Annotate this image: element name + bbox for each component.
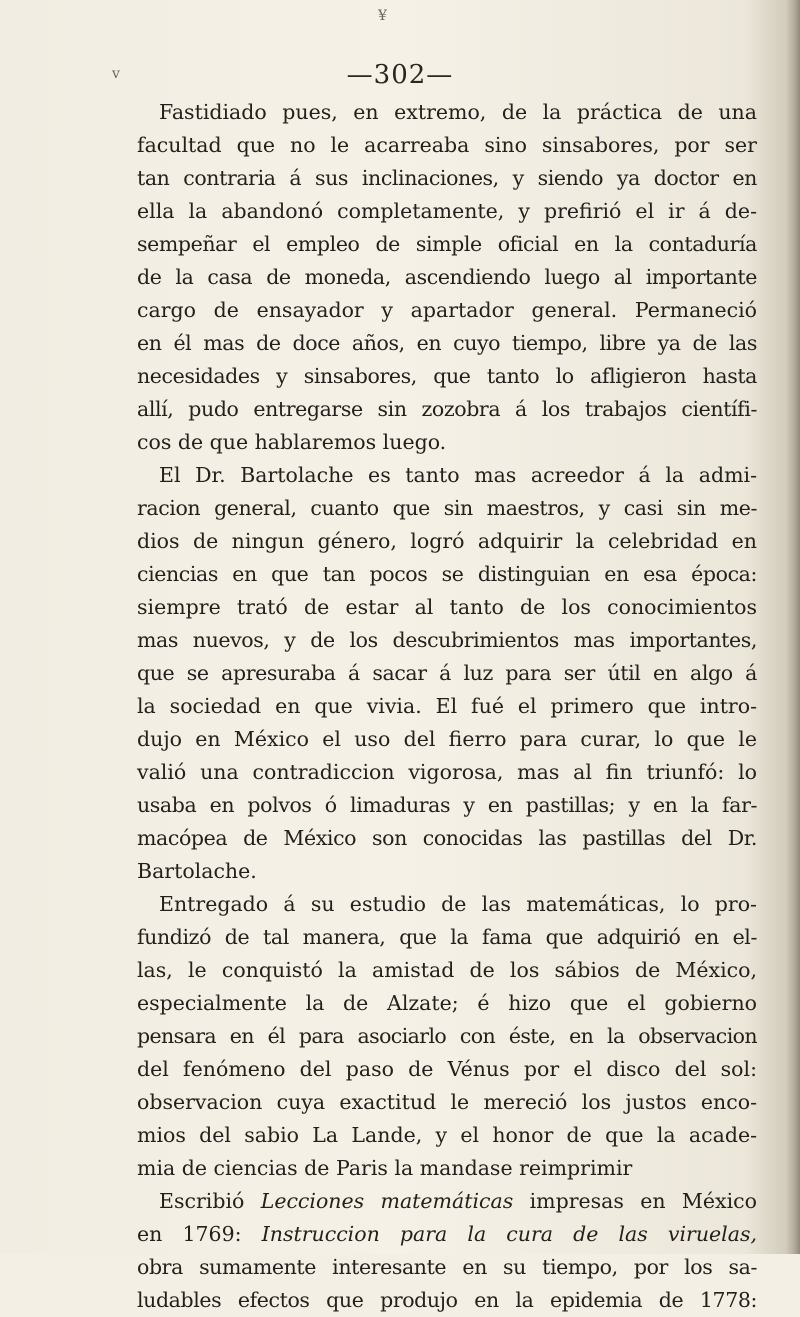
book-title: Instruccion para la cura de las viruelas, — [261, 1222, 757, 1246]
text-line: El Dr. Bartolache es tanto mas acreedor á la admi- — [159, 463, 757, 487]
text-line: dios de ningun género, logró adquirir la celebridad en — [137, 529, 757, 553]
text-line: facultad que no le acarreaba sino sinsabores, por ser — [137, 133, 757, 157]
text-line: tan contraria á sus inclinaciones, y siendo ya doctor en — [137, 166, 757, 190]
text-line: del fenómeno del paso de Vénus por el disco del sol: — [137, 1057, 757, 1081]
text-line: ella la abandonó completamente, y prefirió el ir á de- — [137, 199, 757, 223]
text-line: mios del sabio La Lande, y el honor de que la acade- — [137, 1123, 757, 1147]
text-line: siempre trató de estar al tanto de los conocimientos — [137, 595, 757, 619]
book-title: Lecciones matemáticas — [260, 1189, 514, 1213]
text-run: ludables efectos que produjo en la epidemia de 1778: — [137, 1288, 757, 1312]
text-line — [137, 1251, 757, 1284]
text-line: pensara en él para asociarlo con éste, en la observacion — [137, 1024, 757, 1048]
text-line: cargo de ensayador y apartador general. Permaneció — [137, 298, 757, 322]
text-line: mas nuevos, y de los descubrimientos mas importantes, — [137, 628, 757, 652]
text-line: sempeñar el empleo de simple oficial en la contaduría — [137, 232, 757, 256]
text-line: ciencias en que tan pocos se distinguian en esa época: — [137, 562, 757, 586]
text-line: valió una contradiccion vigorosa, mas al fin triunfó: lo — [137, 760, 757, 784]
top-print-mark: ¥ — [378, 8, 387, 24]
text-line: Fastidiado pues, en extremo, de la práctica de una — [159, 100, 757, 124]
text-line: mia de ciencias de Paris la mandase reimprimir — [137, 1156, 633, 1180]
text-line: la sociedad en que vivia. El fué el primero que intro- — [137, 694, 757, 718]
body-text — [137, 96, 757, 1317]
corner-print-mark: v — [112, 66, 120, 82]
text-line: de la casa de moneda, ascendiendo luego al importante — [137, 265, 757, 289]
page-number: —302— — [346, 60, 454, 90]
text-line: observacion cuya exactitud le mereció los justos enco- — [137, 1090, 757, 1114]
text-run: obra sumamente interesante en su tiempo, por los sa- — [137, 1255, 757, 1279]
text-line: macópea de México son conocidas las pastillas del Dr. — [137, 826, 757, 850]
text-line: especialmente la de Alzate; é hizo que el gobierno — [137, 991, 757, 1015]
text-line: necesidades y sinsabores, que tanto lo afligieron hasta — [137, 364, 757, 388]
text-line: que se apresuraba á sacar á luz para ser útil en algo á — [137, 661, 757, 685]
text-line: dujo en México el uso del fierro para curar, lo que le — [137, 727, 757, 751]
text-run: en 1769: — [137, 1222, 262, 1246]
text-line: fundizó de tal manera, que la fama que adquirió en el- — [137, 925, 757, 949]
text-line: usaba en polvos ó limaduras y en pastillas; y en la far- — [137, 793, 757, 817]
text-run: impresas en México — [513, 1189, 757, 1213]
page-edge-shadow — [786, 0, 800, 1254]
text-line-with-italic — [137, 1185, 757, 1218]
text-line-with-italic — [137, 1218, 757, 1251]
text-line: allí, pudo entregarse sin zozobra á los trabajos científi- — [137, 397, 757, 421]
text-line: en él mas de doce años, en cuyo tiempo, libre ya de las — [137, 331, 757, 355]
text-line: Entregado á su estudio de las matemáticas, lo pro- — [159, 892, 757, 916]
text-line: cos de que hablaremos luego. — [137, 430, 447, 454]
text-line: racion general, cuanto que sin maestros, y casi sin me- — [137, 496, 757, 520]
text-line: Bartolache. — [137, 859, 257, 883]
text-line — [137, 1284, 757, 1317]
text-run: Escribió — [159, 1189, 261, 1213]
text-line: las, le conquistó la amistad de los sábios de México, — [137, 958, 757, 982]
